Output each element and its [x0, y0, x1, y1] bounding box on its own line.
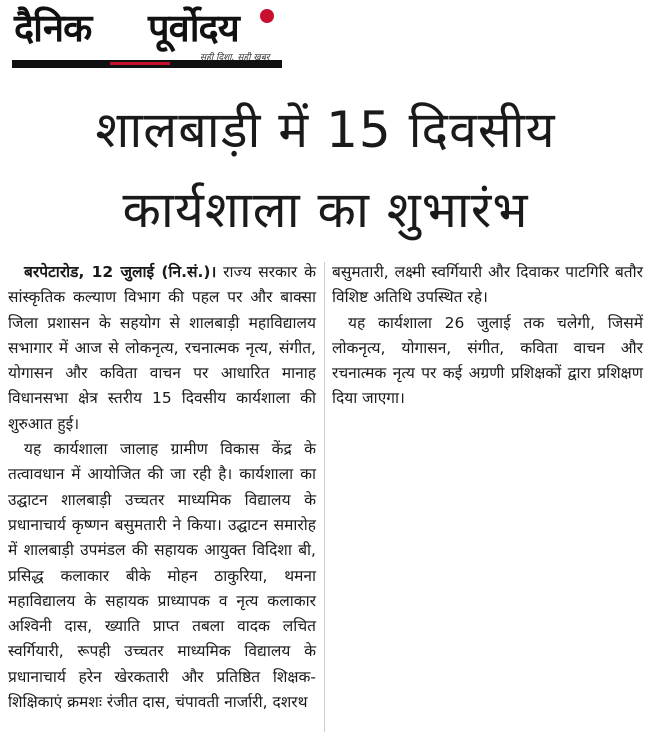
article-paragraph-3: यह कार्यशाला 26 जुलाई तक चलेगी, जिसमें लोकनृत्य, योगासन, संगीत, कविता वाचन और रचनात्मक नृत्य पर कई अग्रणी प्रशिक्षकों द्वारा प्रशिक्षण दिया जाएगा। — [332, 313, 643, 408]
masthead-tagline: सही दिशा, सही खबर — [200, 53, 270, 63]
article-dateline: बरपेटारोड, 12 जुलाई (नि.सं.)। — [24, 263, 217, 281]
column-divider — [324, 262, 325, 732]
article-paragraph-1-text: राज्य सरकार के सांस्कृतिक कल्याण विभाग की पहल पर और बाक्सा जिला प्रशासन के सहयोग से शालबाड़ी महाविद्यालय सभागार में आज से लोकनृत्य, रचनात्मक नृत्य, संगीत, योगासन और कविता वाचन पर आधारित मानाह विधानसभा क्षेत्र स्तरीय 15 दिवसीय कार्यशाला की शुरुआत हुई। — [8, 263, 316, 433]
headline-line-2: कार्यशाला का शुभारंभ — [122, 181, 529, 239]
article-paragraph-1 — [8, 260, 316, 437]
article-paragraph-2-continued: बसुमतारी, लक्ष्मी स्वर्गियारी और दिवाकर पाटगिरि बतौर विशिष्ट अतिथि उपस्थित रहे। — [332, 263, 643, 307]
headline-line-1: शालबाड़ी में 15 दिवसीय — [95, 101, 556, 159]
article-column-right — [332, 260, 643, 412]
logo-underline-accent — [110, 62, 170, 65]
logo-word-purvoday: पूर्वोदय — [148, 6, 239, 50]
article-paragraph-2: यह कार्यशाला जालाह ग्रामीण विकास केंद्र के तत्वावधान में आयोजित की जा रही है। कार्यशाला का उद्घाटन शालबाड़ी उच्चतर माध्यमिक विद्यालय के प्रधानाचार्य कृष्णन बसुमतारी ने किया। उद्घाटन समारोह में शालबाड़ी उपमंडल की सहायक आयुक्त विदिशा बी, प्रसिद्ध कलाकार बीके मोहन ठाकुरिया, थमना महाविद्यालय के सहायक प्राध्यापक व नृत्य कलाकार अश्विनी दास, ख्याति प्राप्त तबला वादक लचित स्वर्गियारी, रूपही उच्चतर माध्यमिक विद्यालय के प्रधानाचार्य हरेन खेरकतारी और प्रतिष्ठित शिक्षक-शिक्षिकाएं क्रमशः रंजीत दास, चंपावती नार्जारी, दशरथ — [8, 440, 316, 712]
sun-icon — [258, 7, 276, 25]
article-body — [0, 260, 651, 739]
masthead — [0, 0, 651, 78]
logo-word-dainik: दैनिक — [14, 6, 92, 50]
article-column-left — [8, 260, 316, 715]
